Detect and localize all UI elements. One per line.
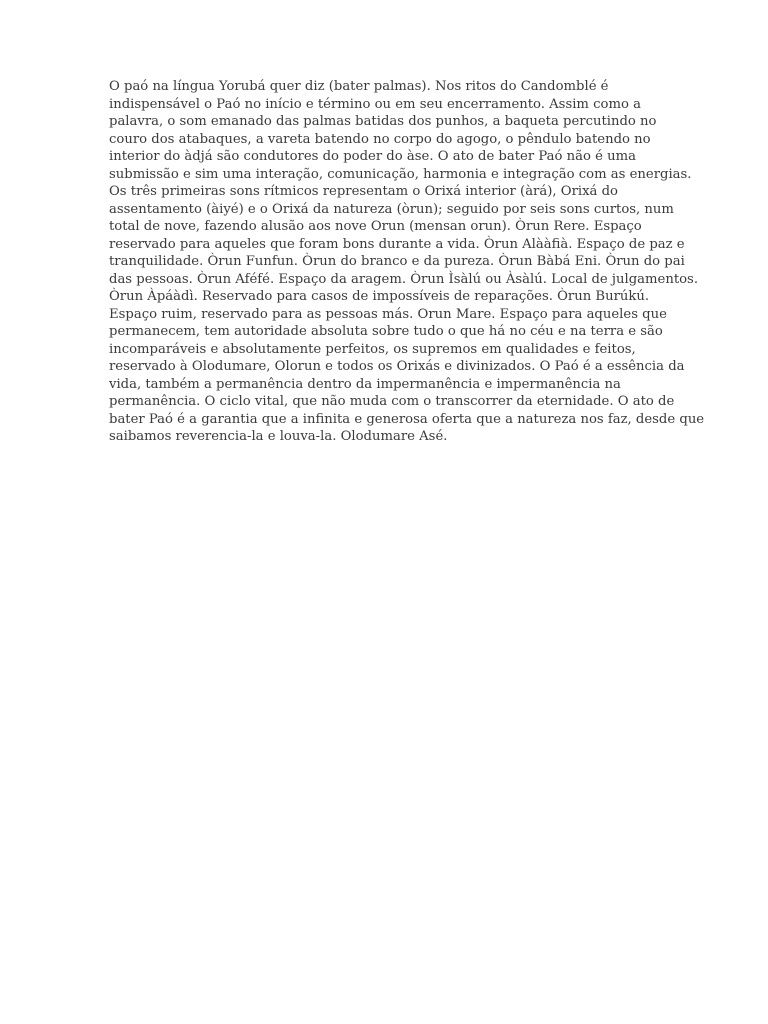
text-line: Espaço ruim, reservado para as pessoas más. Orun Mare. Espaço para aqueles que [109, 306, 667, 322]
body-paragraph [109, 78, 705, 446]
text-line: tranquilidade. Òrun Funfun. Òrun do branco e da pureza. Òrun Bàbá Eni. Òrun do pai [109, 254, 685, 269]
text-line: submissão e sim uma interação, comunicação, harmonia e integração com as energias. [109, 166, 692, 182]
text-line: reservado à Olodumare, Olorun e todos os Orixás e divinizados. O Paó é a essência da [109, 359, 685, 374]
text-line: vida, também a permanência dentro da impermanência e impermanência na [109, 376, 621, 392]
text-line: saibamos reverencia-la e louva-la. Olodumare Asé. [109, 429, 448, 444]
text-line: permanecem, tem autoridade absoluta sobre tudo o que há no céu e na terra e são [109, 324, 663, 339]
text-line: interior do àdjá são condutores do poder do àse. O ato de bater Paó não é uma [109, 149, 636, 164]
text-line: palavra, o som emanado das palmas batidas dos punhos, a baqueta percutindo no [109, 114, 657, 129]
text-line: permanência. O ciclo vital, que não muda com o transcorrer da eternidade. O ato de [109, 394, 675, 409]
text-line: indispensável o Paó no início e término ou em seu encerramento. Assim como a [109, 96, 641, 112]
text-line: total de nove, fazendo alusão aos nove Orun (mensan orun). Òrun Rere. Espaço [109, 219, 642, 234]
text-line: incomparáveis e absolutamente perfeitos, os supremos em qualidades e feitos, [109, 341, 636, 357]
text-line: couro dos atabaques, a vareta batendo no corpo do agogo, o pêndulo batendo no [109, 131, 651, 147]
text-line: assentamento (àiyé) e o Orixá da natureza (òrun); seguido por seis sons curtos, num [109, 201, 674, 217]
text-line: bater Paó é a garantia que a infinita e generosa oferta que a natureza nos faz, desde que [109, 411, 705, 427]
text-line: das pessoas. Òrun Aféfé. Espaço da aragem. Òrun Ìsàlú ou Àsàlú. Local de julgamentos. [109, 271, 699, 287]
text-line: O paó na língua Yorubá quer diz (bater palmas). Nos ritos do Candomblé é [109, 79, 609, 94]
text-line: Os três primeiras sons rítmicos representam o Orixá interior (àrá), Orixá do [109, 184, 618, 199]
text-line: Òrun Àpáàdì. Reservado para casos de impossíveis de reparações. Òrun Burúkú. [109, 289, 650, 304]
text-line: reservado para aqueles que foram bons durante a vida. Òrun Alààfià. Espaço de paz e [109, 236, 685, 252]
